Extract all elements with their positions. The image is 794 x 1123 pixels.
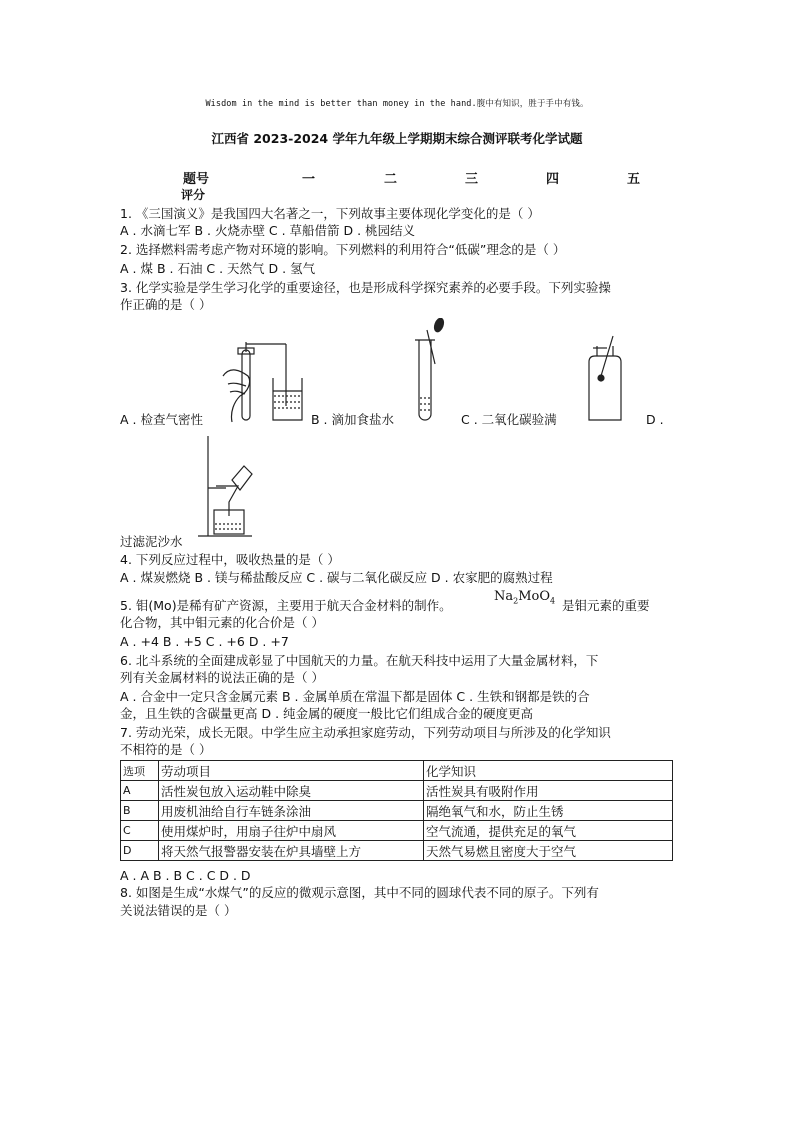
q6-stem-line2: 列有关金属材料的说法正确的是（ ）	[120, 670, 324, 685]
airtightness-check-figure	[218, 336, 308, 426]
q3-option-d: D .	[646, 412, 664, 427]
table-cell: C	[121, 821, 159, 841]
table-row	[121, 841, 673, 861]
table-cell: 隔绝氧气和水，防止生锈	[424, 801, 673, 821]
table-cell: 空气流通，提供充足的氧气	[424, 821, 673, 841]
table-cell: 活性炭包放入运动鞋中除臭	[159, 781, 424, 801]
score-row-label: 评分	[181, 188, 206, 202]
table-row	[121, 801, 673, 821]
filtration-figure	[196, 430, 256, 542]
q5-stem: 5. 钼(Mo)是稀有矿产资源，主要用于航天合金材料的制作。	[120, 598, 452, 613]
table-cell: 使用煤炉时，用扇子往炉中扇风	[159, 821, 424, 841]
table-cell: 用废机油给自行车链条涂油	[159, 801, 424, 821]
table-cell: 天然气易燃且密度大于空气	[424, 841, 673, 861]
table-cell: 活性炭具有吸附作用	[424, 781, 673, 801]
q2-options: A . 煤 B . 石油 C . 天然气 D . 氢气	[120, 261, 316, 276]
co2-check-figure	[585, 332, 625, 424]
q3-option-a: A . 检查气密性	[120, 412, 203, 427]
score-heading: 题号	[183, 172, 210, 187]
sodium-molybdate-formula: $Na_2MoO_4$	[494, 589, 556, 606]
score-col-3: 三	[465, 172, 479, 187]
score-col-1: 一	[302, 172, 316, 187]
q4-stem: 4. 下列反应过程中，吸收热量的是（ ）	[120, 552, 340, 567]
labor-knowledge-table	[120, 760, 673, 861]
q3-stem-line2: 作正确的是（ ）	[120, 297, 212, 312]
q7-stem-line1: 7. 劳动光荣，成长无限。中学生应主动承担家庭劳动，下列劳动项目与所涉及的化学知识	[120, 725, 611, 740]
q8-stem-line2: 关说法错误的是（ ）	[120, 903, 237, 918]
q5-stem-post: 是钼元素的重要	[562, 598, 650, 613]
q2-stem: 2. 选择燃料需考虑产物对环境的影响。下列燃料的利用符合“低碳”理念的是（ ）	[120, 242, 566, 257]
q7-stem-line2: 不相符的是（ ）	[120, 742, 212, 757]
q8-stem-line1: 8. 如图是生成“水煤气”的反应的微观示意图，其中不同的圆球代表不同的原子。下列有	[120, 885, 599, 900]
table-cell: A	[121, 781, 159, 801]
table-row	[121, 821, 673, 841]
q1-stem: 1. 《三国演义》是我国四大名著之一，下列故事主要体现化学变化的是（ ）	[120, 206, 540, 221]
table-cell: 将天然气报警器安装在炉具墙壁上方	[159, 841, 424, 861]
q3-option-c: C . 二氧化碳验满	[461, 412, 557, 427]
page-motto: Wisdom in the mind is better than money in the hand.腹中有知识，胜于手中有钱。	[205, 99, 589, 109]
dropper-figure	[405, 318, 450, 422]
q6-options-line2: 金，且生铁的含碳量更高 D . 纯金属的硬度一般比它们组成合金的硬度更高	[120, 706, 534, 721]
score-col-2: 二	[384, 172, 398, 187]
q7-options: A . A B . B C . C D . D	[120, 868, 251, 883]
q6-options-line1: A . 合金中一定只含金属元素 B . 金属单质在常温下都是固体 C . 生铁和钢都是铁的合	[120, 689, 590, 704]
table-header-row	[121, 761, 673, 781]
q4-options: A . 煤炭燃烧 B . 镁与稀盐酸反应 C . 碳与二氧化碳反应 D . 农家肥的腐熟过程	[120, 570, 553, 585]
q5-stem-line2: 化合物，其中钼元素的化合价是（ ）	[120, 615, 324, 630]
table-cell: B	[121, 801, 159, 821]
q3-stem-line1: 3. 化学实验是学生学习化学的重要途径，也是形成科学探究素养的必要手段。下列实验操	[120, 280, 611, 295]
exam-title: 江西省 2023-2024 学年九年级上学期期末综合测评联考化学试题	[211, 131, 583, 146]
q5-options: A . +4 B . +5 C . +6 D . +7	[120, 634, 289, 649]
table-header-cell: 化学知识	[424, 761, 673, 781]
score-col-4: 四	[546, 172, 560, 187]
q1-options: A . 水滴七军 B . 火烧赤壁 C . 草船借箭 D . 桃园结义	[120, 223, 416, 238]
table-cell: D	[121, 841, 159, 861]
q3-option-b: B . 滴加食盐水	[311, 412, 394, 427]
table-row	[121, 781, 673, 801]
table-header-cell: 劳动项目	[159, 761, 424, 781]
table-header-cell: 选项	[121, 761, 159, 781]
q3-option-d-text: 过滤泥沙水	[120, 534, 183, 549]
score-col-5: 五	[627, 172, 641, 187]
q6-stem-line1: 6. 北斗系统的全面建成彰显了中国航天的力量。在航天科技中运用了大量金属材料，下	[120, 653, 599, 668]
